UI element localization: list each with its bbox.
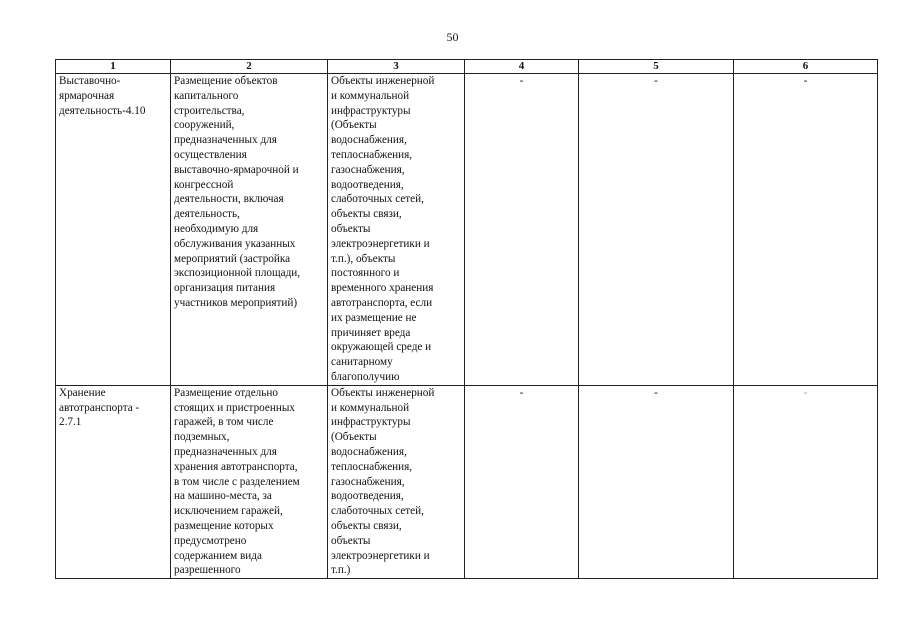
column-header-2: 2	[171, 60, 328, 74]
land-use-description-text: Размещение отдельно стоящих и пристроенных гаражей, в том числе подземных, предназначенных для хранения автотранспорта, в том числе с разделением на машино-места, за исключением гаражей, размещение которых предусмотрено содержанием вида разрешенного	[174, 386, 300, 577]
column-header-6: 6	[734, 60, 878, 74]
column-header-5: 5	[579, 60, 734, 74]
land-use-description-cell	[171, 385, 328, 578]
table-header-row	[56, 60, 878, 74]
column-header-1: 1	[56, 60, 171, 74]
land-use-type-text: Хранение автотранспорта - 2.7.1	[59, 386, 140, 429]
column-5-cell: -	[579, 74, 734, 386]
auxiliary-uses-text: Объекты инженерной и коммунальной инфраструктуры (Объекты водоснабжения, теплоснабжения, газоснабжения, водоотведения, слаботочных сетей, объекты связи, объекты электроэнергетики и т.п.), объекты постоянного и временного хранения автотранспорта, если их размещение не причиняет вреда окружающей среде и санитарному благополучию	[331, 75, 435, 383]
table-row	[56, 385, 878, 578]
zoning-regulations-table	[55, 59, 878, 579]
column-4-cell: -	[465, 385, 579, 578]
land-use-description-cell	[171, 74, 328, 386]
land-use-type-text: Выставочно- ярмарочная деятельность-4.10	[59, 75, 146, 117]
faint-dash: -	[803, 386, 808, 399]
column-6-cell: -	[734, 74, 878, 386]
table-row	[56, 74, 878, 386]
column-4-cell: -	[465, 74, 579, 386]
land-use-type-cell	[56, 74, 171, 386]
column-header-3: 3	[328, 60, 465, 74]
land-use-description-text: Размещение объектов капитального строительства, сооружений, предназначенных для осуществления выставочно-ярмарочной и конгрессной деятельности, включая деятельность, необходимую для обслуживания указанных мероприятий (застройка экспозиционной площади, организация питания участников мероприятий)	[174, 75, 301, 309]
auxiliary-uses-cell	[328, 74, 465, 386]
auxiliary-uses-text: Объекты инженерной и коммунальной инфраструктуры (Объекты водоснабжения, теплоснабжения, газоснабжения, водоотведения, слаботочных сетей, объекты связи, объекты электроэнергетики и т.п.)	[331, 386, 435, 577]
page-number: 50	[446, 30, 459, 44]
column-6-cell	[734, 385, 878, 578]
column-5-cell: -	[579, 385, 734, 578]
auxiliary-uses-cell	[328, 385, 465, 578]
land-use-type-cell	[56, 385, 171, 578]
column-header-4: 4	[465, 60, 579, 74]
